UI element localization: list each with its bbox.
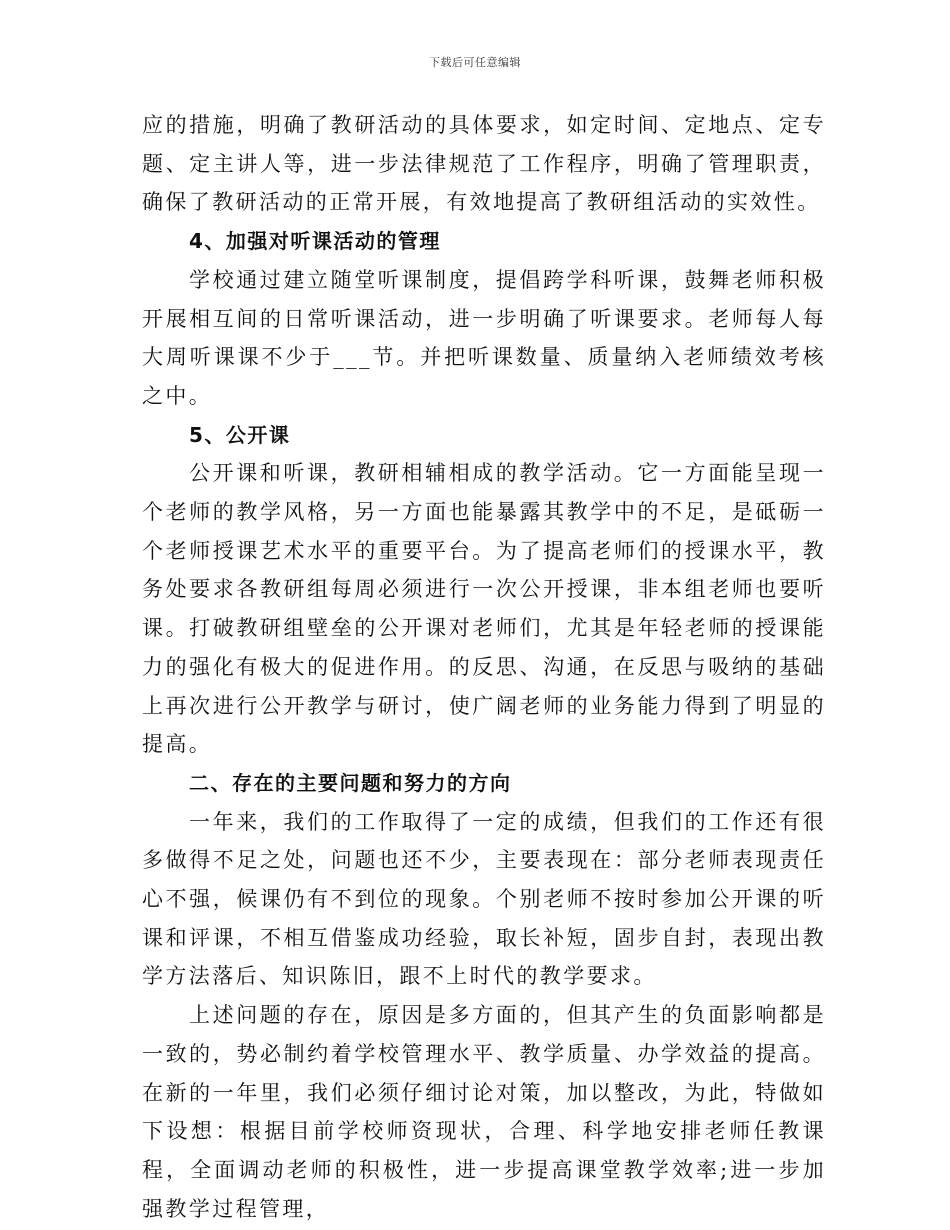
paragraph-problems: 一年来，我们的工作取得了一定的成绩，但我们的工作还有很多做得不足之处，问题也还不少，主要表现在：部分老师表现责任心不强，候课仍有不到位的现象。个别老师不按时参加公开课的听课和评课，不相互借鉴成功经验，取长补短，固步自封，表现出教学方法落后、知识陈旧，跟不上时代的教学要求。 <box>142 809 826 989</box>
paragraph-causes-and-plans: 上述问题的存在，原因是多方面的，但其产生的负面影响都是一致的，势必制约着学校管理水平、教学质量、办学效益的提高。在新的一年里，我们必须仔细讨论对策，加以整改，为此，特做如下设想：根据目前学校师资现状，合理、科学地安排老师任教课程，全面调动老师的积极性，进一步提高课堂教学效率;进一步加强教学过程管理， <box>142 1003 826 1221</box>
paragraph-continued: 应的措施，明确了教研活动的具体要求，如定时间、定地点、定专题、定主讲人等，进一步法律规范了工作程序，明确了管理职责，确保了教研活动的正常开展，有效地提高了教研组活动的实效性。 <box>142 113 826 215</box>
paragraph-listening-management: 学校通过建立随堂听课制度，提倡跨学科听课，鼓舞老师积极开展相互间的日常听课活动，进一步明确了听课要求。老师每人每大周听课课不少于___节。并把听课数量、质量纳入老师绩效考核之中。 <box>142 267 826 408</box>
paragraph-open-class: 公开课和听课，教研相辅相成的教学活动。它一方面能呈现一个老师的教学风格，另一方面也能暴露其教学中的不足，是砥砺一个老师授课艺术水平的重要平台。为了提高老师们的授课水平，教务处要求各教研组每周必须进行一次公开授课，非本组老师也要听课。打破教研组壁垒的公开课对老师们，尤其是年轻老师的授课能力的强化有极大的促进作用。的反思、沟通，在反思与吸纳的基础上再次进行公开教学与研讨，使广阔老师的业务能力得到了明显的提高。 <box>142 461 826 757</box>
document-body <box>142 106 826 1228</box>
heading-problems-and-direction: 二、存在的主要问题和努力的方向 <box>189 770 512 795</box>
heading-listening-management: 4、加强对听课活动的管理 <box>189 229 441 254</box>
page-header: 下载后可任意编辑 <box>429 56 521 69</box>
heading-open-class: 5、公开课 <box>189 422 291 447</box>
